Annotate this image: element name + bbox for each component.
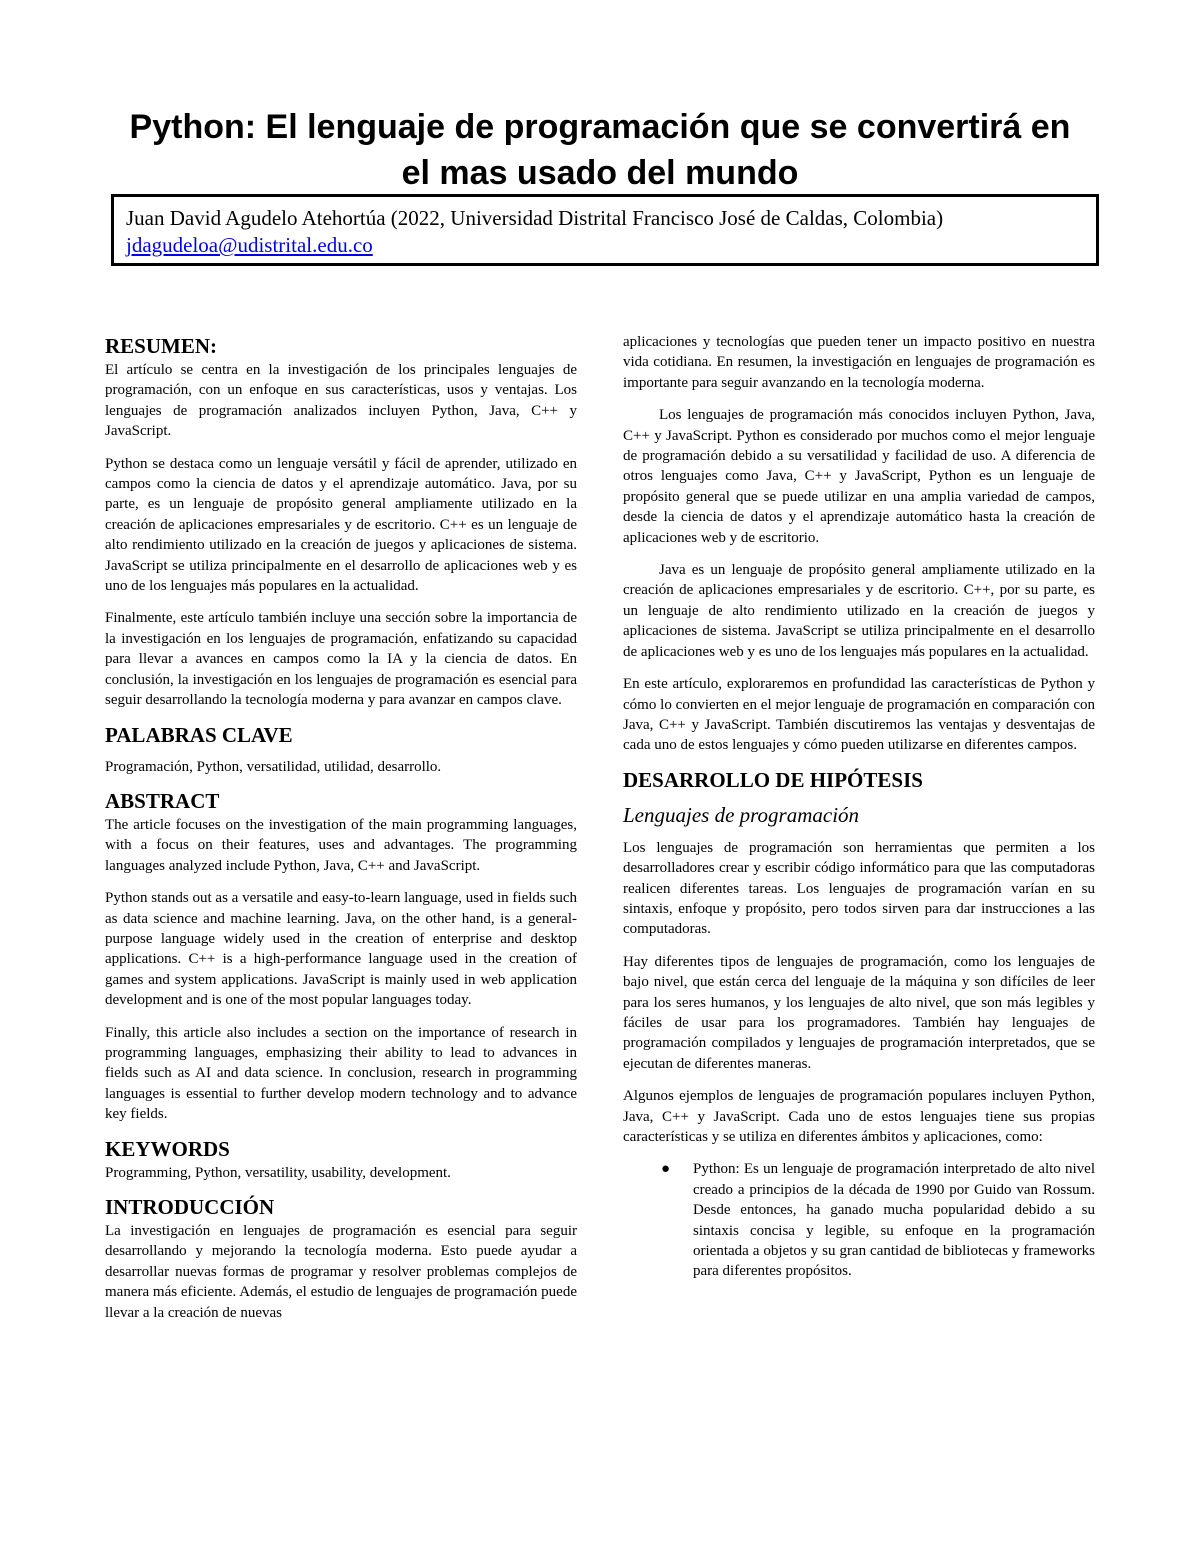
right-column	[623, 332, 1095, 1282]
author-box	[111, 194, 1099, 266]
palabras-clave-heading: PALABRAS CLAVE	[105, 722, 293, 747]
lenguajes-paragraph-2: Hay diferentes tipos de lenguajes de programación, como los lenguajes de bajo nivel, que están cerca del lenguaje de la máquina y son difíciles de leer para los seres humanos, y los lenguajes de alto nivel, que son más legibles y fáciles de usar para los programadores. También hay lenguajes de programación compilados y lenguajes de programación interpretados, que se ejecutan de diferentes maneras.	[623, 953, 1095, 1072]
languages-list	[623, 1159, 1095, 1281]
paper-title	[90, 104, 1110, 196]
list-item	[661, 1159, 1095, 1281]
lenguajes-paragraph-1: Los lenguajes de programación son herramientas que permiten a los desarrolladores crear y escribir código informático para que las computadoras realicen diferentes tareas. Los lenguajes de programación varían en su sintaxis, enfoque y propósito, pero todos sirven para dar instrucciones a las computadoras.	[623, 839, 1095, 938]
introduccion-heading: INTRODUCCIÓN	[105, 1195, 275, 1219]
list-item-text: Python: Es un lenguaje de programación interpretado de alto nivel creado a principios de la década de 1990 por Guido van Rossum. Desde entonces, ha ganado mucha popularidad debido a su sintaxis concisa y legible, su enfoque en la programación orientada a objetos y su gran cantidad de bibliotecas y frameworks para diferentes propósitos.	[693, 1161, 1095, 1280]
title-line-1: Python: El lenguaje de programación que se convertirá en	[129, 108, 1071, 146]
abstract-paragraph-1: The article focuses on the investigation of the main programming languages, with a focus on their features, uses and advantages. The programming languages analyzed include Python, Java, C++ and JavaScript.	[105, 816, 577, 874]
resumen-paragraph-2: Python se destaca como un lenguaje versátil y fácil de aprender, utilizado en campos como la ciencia de datos y el aprendizaje automático. Java, por su parte, es un lenguaje de propósito general ampliamente utilizado en la creación de aplicaciones empresariales y de escritorio. C++ es un lenguaje de alto rendimiento utilizado en la creación de juegos y aplicaciones de sistema. JavaScript se utiliza principalmente en el desarrollo de aplicaciones web y es uno de los lenguajes más populares en la actualidad.	[105, 455, 577, 595]
abstract-paragraph-2: Python stands out as a versatile and easy-to-learn language, used in fields such as data science and machine learning. Java, on the other hand, is a general-purpose language widely used in the creation of enterprise and desktop applications. C++ is a high-performance language used in the creation of games and system applications. JavaScript is mainly used in web application development and is one of the most popular languages today.	[105, 890, 577, 1009]
keywords-heading: KEYWORDS	[105, 1136, 230, 1161]
introduccion-continued: aplicaciones y tecnologías que pueden tener un impacto positivo en nuestra vida cotidiana. En resumen, la investigación en lenguajes de programación es importante para seguir avanzando en la tecnología moderna.	[623, 334, 1095, 391]
author-email-link[interactable]: jdagudeloa@udistrital.edu.co	[126, 233, 373, 257]
abstract-heading: ABSTRACT	[105, 788, 220, 813]
resumen-paragraph-3: Finalmente, este artículo también incluye una sección sobre la importancia de la investigación en los lenguajes de programación, enfatizando su capacidad para llevar a avances en campos como la IA y la ciencia de datos. En conclusión, la investigación en los lenguajes de programación es esencial para seguir desarrollando la tecnología moderna y para avanzar en campos clave.	[105, 610, 577, 709]
abstract-paragraph-3: Finally, this article also includes a section on the importance of research in programming languages, emphasizing their ability to lead to advances in fields such as AI and data science. In conclusion, research in programming languages is essential to further develop modern technology and to advance key fields.	[105, 1024, 577, 1123]
lenguajes-paragraph-3: Algunos ejemplos de lenguajes de programación populares incluyen Python, Java, C++ y JavaScript. Cada uno de estos lenguajes tiene sus propias características y se utiliza en diferentes ámbitos y aplicaciones, como:	[623, 1088, 1095, 1145]
author-affiliation: Juan David Agudelo Atehortúa (2022, Universidad Distrital Francisco José de Caldas, Colombia)	[126, 206, 944, 230]
hipotesis-heading: DESARROLLO DE HIPÓTESIS	[623, 767, 923, 792]
left-column	[105, 334, 577, 1335]
introduccion-paragraph-3: Java es un lenguaje de propósito general ampliamente utilizado en la creación de aplicaciones empresariales y de escritorio. C++, por su parte, es un lenguaje de alto rendimiento utilizado en la creación de juegos y aplicaciones de sistema. JavaScript se utiliza principalmente en el desarrollo de aplicaciones web y es uno de los lenguajes más populares en la actualidad.	[623, 562, 1095, 660]
introduccion-paragraph-1: La investigación en lenguajes de programación es esencial para seguir desarrollando y mejorando la tecnología moderna. Esto puede ayudar a desarrollar nuevas formas de programar y resolver problemas complejos de manera más eficiente. Además, el estudio de lenguajes de programación puede llevar a la creación de nuevas	[105, 1223, 577, 1321]
resumen-paragraph-1: El artículo se centra en la investigación de los principales lenguajes de programación, con un enfoque en sus características, usos y ventajas. Los lenguajes de programación analizados incluyen Python, Java, C++ y JavaScript.	[105, 362, 577, 440]
bullet-icon: ●	[661, 1161, 671, 1178]
introduccion-paragraph-2: Los lenguajes de programación más conocidos incluyen Python, Java, C++ y JavaScript. Python es considerado por muchos como el mejor lenguaje de programación debido a su versatilidad y facilidad de uso. A diferencia de otros lenguajes como Java, C++ y JavaScript, Python es un lenguaje de propósito general que se puede utilizar en una amplia variedad de campos, desde la ciencia de datos y el aprendizaje automático hasta la creación de aplicaciones web y de escritorio.	[623, 407, 1095, 546]
lenguajes-subheading: Lenguajes de programación	[623, 802, 860, 827]
title-line-2: el mas usado del mundo	[401, 154, 799, 192]
resumen-heading: RESUMEN:	[105, 334, 218, 358]
keywords-text: Programming, Python, versatility, usability, development.	[105, 1164, 451, 1181]
introduccion-paragraph-4: En este artículo, exploraremos en profundidad las características de Python y cómo lo convierten en el mejor lenguaje de programación en comparación con Java, C++ y JavaScript. También discutiremos las ventajas y desventajas de cada uno de estos lenguajes y cómo pueden utilizarse en diferentes campos.	[623, 676, 1095, 754]
palabras-clave-text: Programación, Python, versatilidad, utilidad, desarrollo.	[105, 758, 442, 775]
